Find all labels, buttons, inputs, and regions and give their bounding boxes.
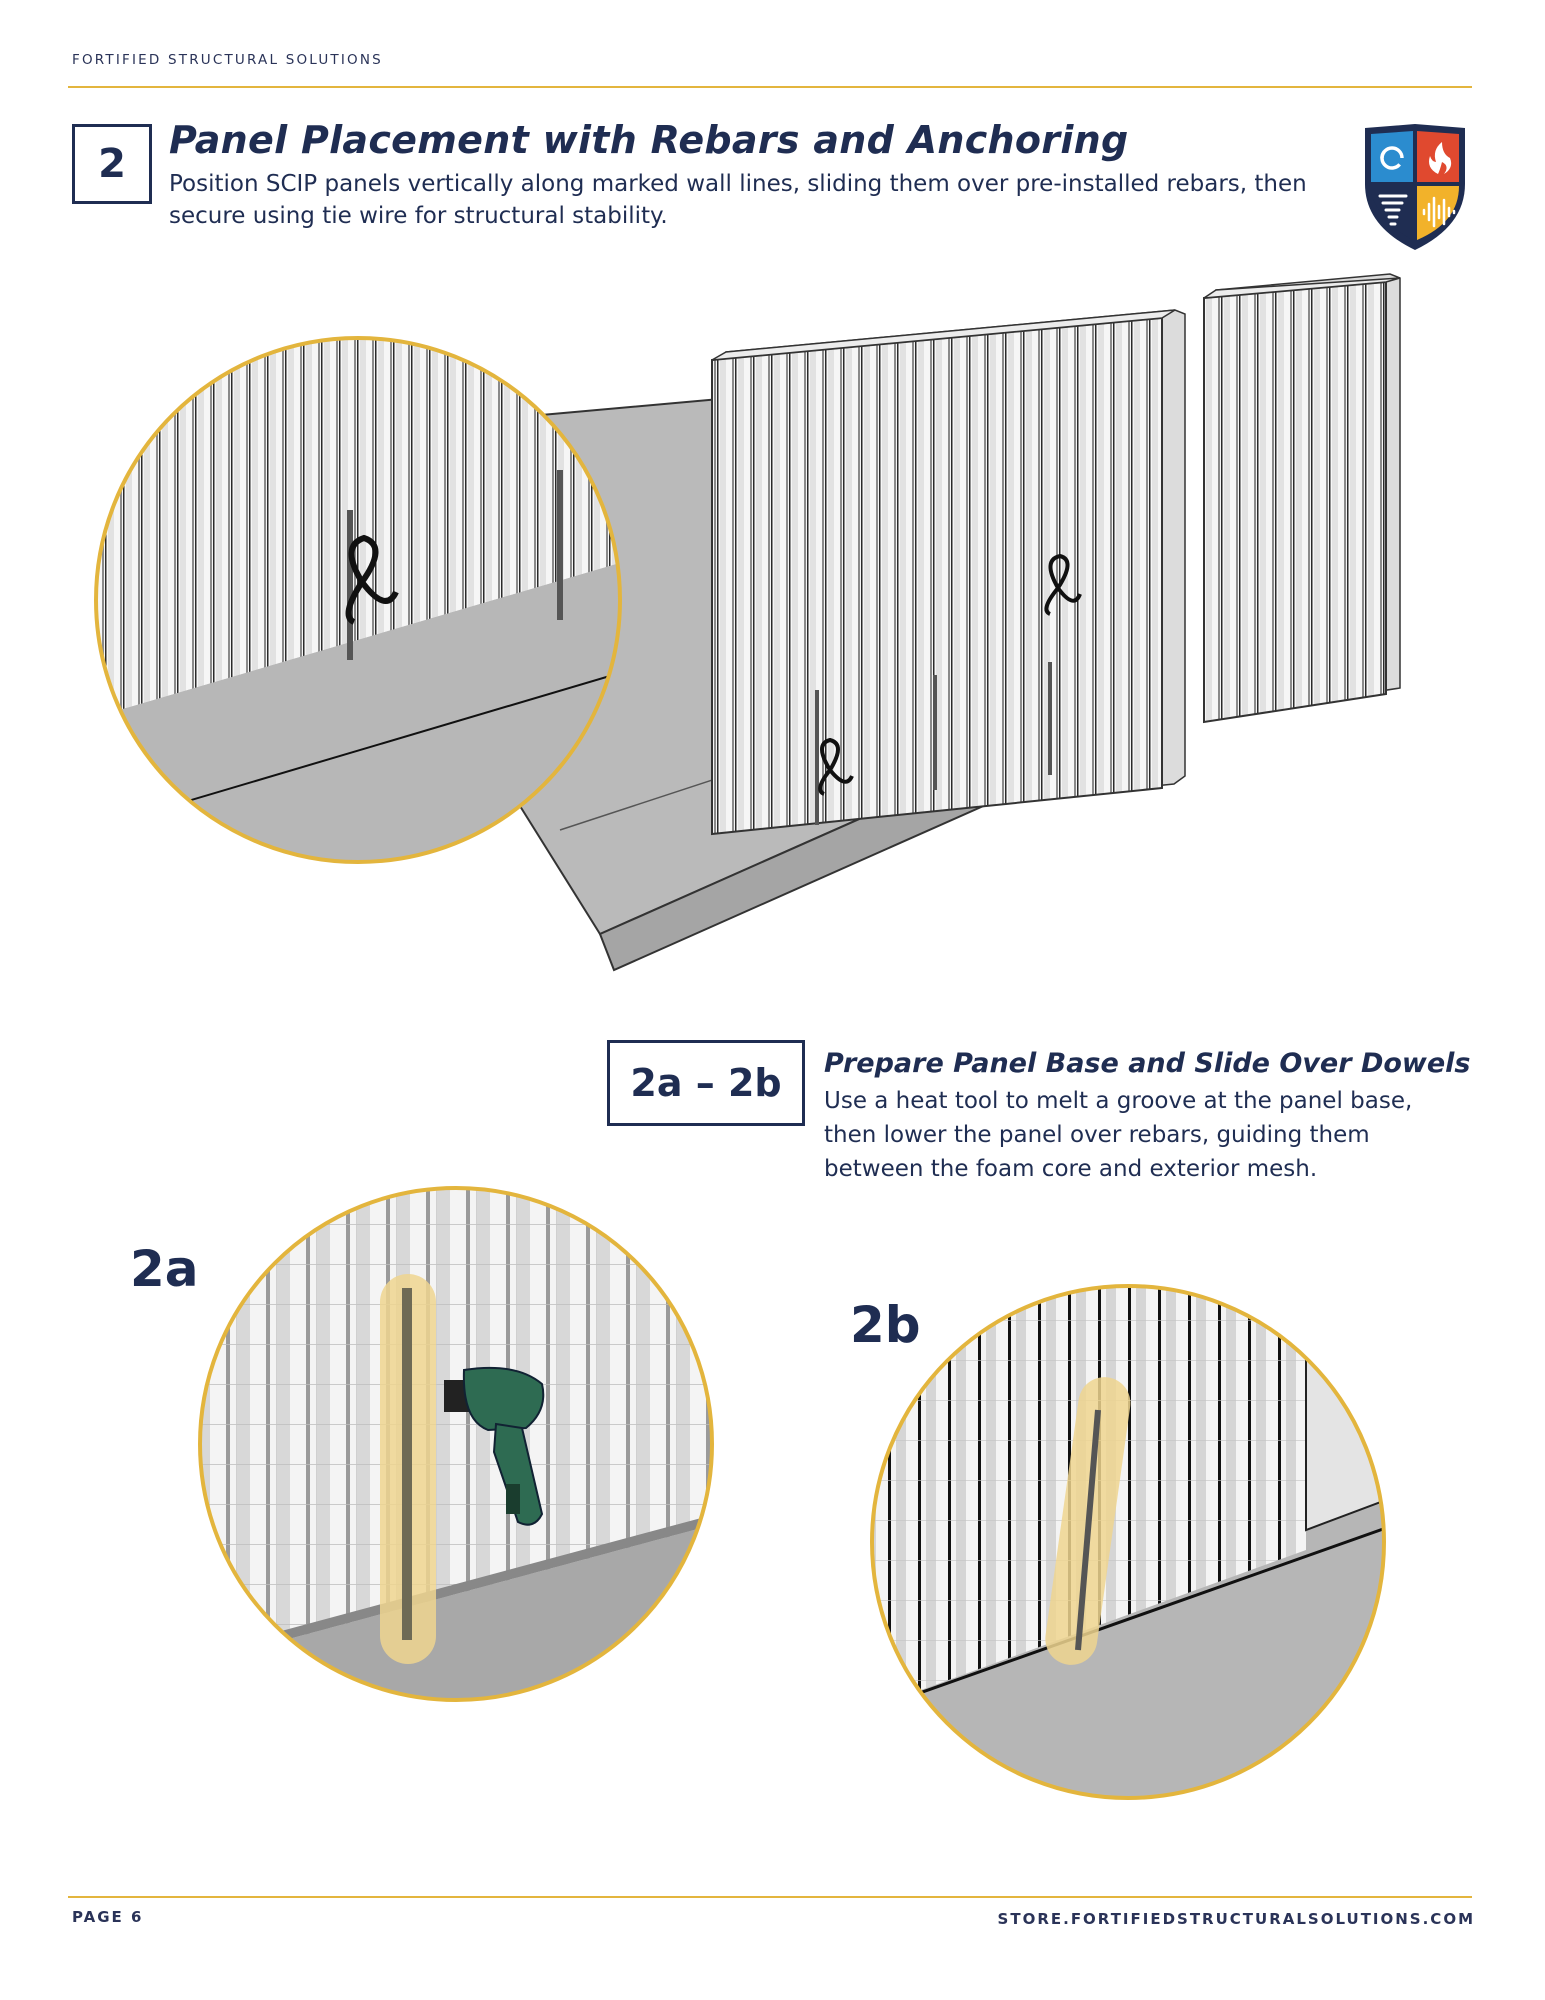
brand-name: FORTIFIED STRUCTURAL SOLUTIONS [72,52,383,68]
substep-label-box: 2a – 2b [607,1040,805,1126]
company-logo [1360,122,1470,254]
detail-2b-slide-over-dowels [866,1280,1386,1800]
substep-description: Use a heat tool to melt a groove at the panel base, then lower the panel over rebars, guiding them between the foam core and exterior mesh. [824,1088,1413,1182]
detail-2a-heat-tool [196,1184,716,1704]
panel-placement-illustration [90,270,1410,990]
step-number-box: 2 [72,124,152,204]
page-number: PAGE 6 [72,1908,144,1926]
scip-panel-narrow [1204,282,1386,722]
store-url[interactable]: STORE.FORTIFIEDSTRUCTURALSOLUTIONS.COM [997,1910,1475,1928]
footer-rule [68,1896,1472,1898]
substep-title: Prepare Panel Base and Slide Over Dowels [824,1048,1471,1079]
detail-label-2a: 2a [130,1240,199,1298]
detail-label-2b: 2b [850,1296,921,1354]
step-description: Position SCIP panels vertically along marked wall lines, sliding them over pre-installed rebars, then secure using tie wire for structural stability. [169,171,1307,229]
header-rule [68,86,1472,88]
step-title: Panel Placement with Rebars and Anchoring [169,118,1129,162]
